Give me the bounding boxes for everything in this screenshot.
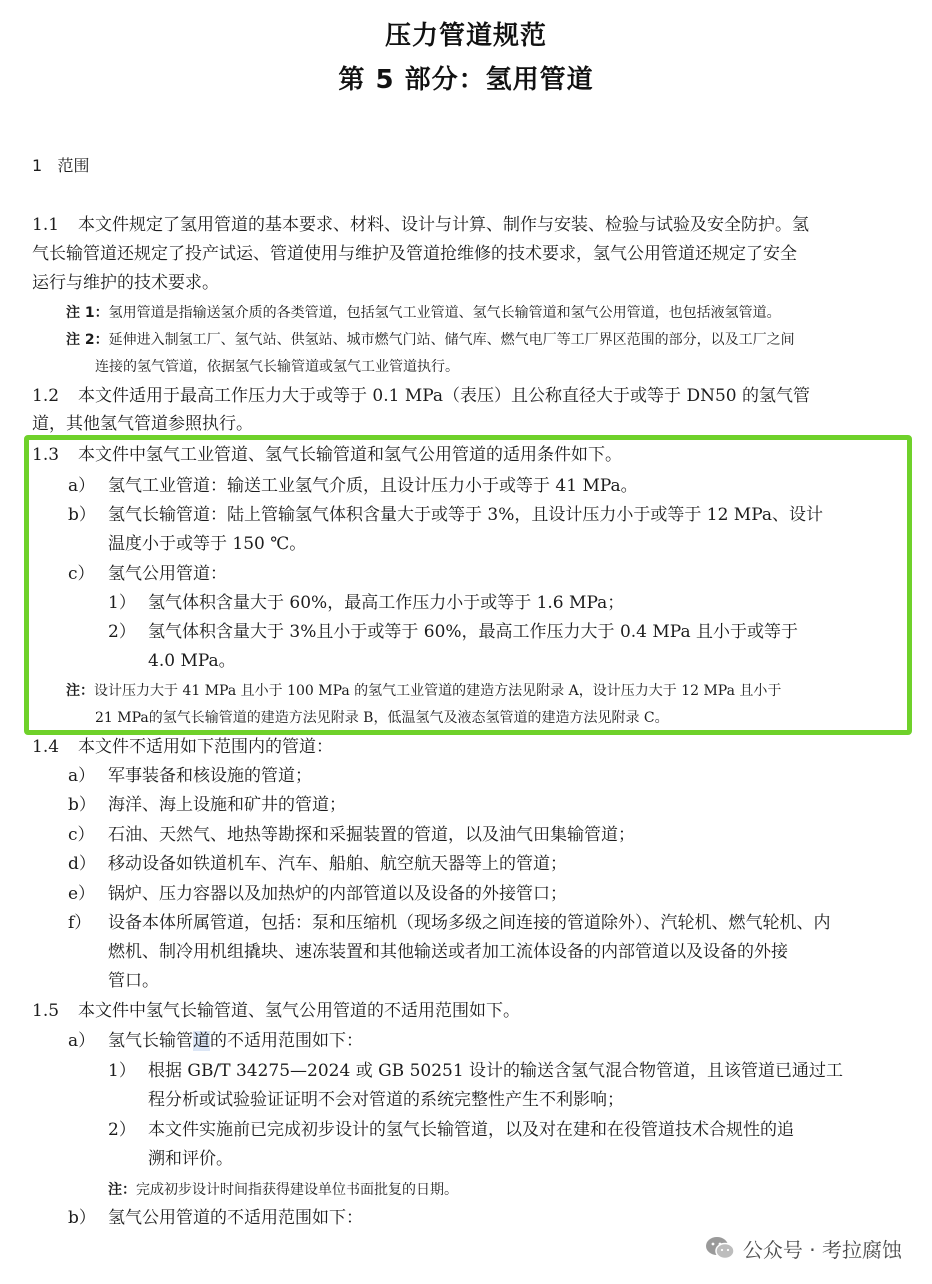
document-title [0,14,932,102]
clause-text: 本文件中氢气长输管道、氢气公用管道的不适用范围如下。 [78,1001,520,1021]
clause-1-4-intro [32,735,333,759]
item-marker: 2） [108,622,136,642]
item-text: 本文件实施前已完成初步设计的氢气长输管道，以及对在建和在役管道技术合规性的追 [148,1120,794,1140]
item-text: 氢气体积含量大于 60%，最高工作压力小于或等于 1.6 MPa； [148,593,625,613]
section-title: 范围 [57,156,90,175]
clause-number: 1.2 [32,386,60,406]
item-marker: b） [68,795,96,815]
item-marker: b） [68,1208,96,1228]
item-text: 氢气公用管道： [108,564,227,584]
clause-number: 1.4 [32,737,60,757]
clause-number: 1.1 [32,215,60,235]
clause-1-3-item-c-2-cont: 4.0 MPa。 [148,651,236,671]
clause-1-4-item-a [68,764,312,788]
clause-1-4-item-d [68,852,567,876]
item-marker: 2） [108,1120,136,1140]
item-text: 氢气长输管 [108,1031,193,1051]
section-number: 1 [32,156,43,175]
watermark-text: 公众号 · 考拉腐蚀 [742,1237,902,1262]
clause-1-5-item-a-1-cont: 程分析或试验验证证明不会对管道的系统完整性产生不利影响； [148,1090,624,1110]
clause-1-3-item-b [68,503,823,527]
item-marker: c） [68,825,95,845]
item-text: 移动设备如铁道机车、汽车、船舶、航空航天器等上的管道； [108,854,567,874]
item-marker: b） [68,505,96,525]
item-text: 的不适用范围如下： [210,1031,363,1051]
item-text: 军事装备和核设施的管道； [108,766,312,786]
clause-1-3-intro [32,443,622,467]
clause-1-1-note-2-cont: 连接的氢气管道，依据氢气长输管道或氢气工业管道执行。 [95,359,459,375]
clause-1-2-line-1 [32,384,810,408]
clause-text: 本文件不适用如下范围内的管道： [78,737,333,757]
note-label: 注 1： [66,305,109,321]
note-label: 注： [108,1182,136,1198]
item-text: 氢气公用管道的不适用范围如下： [108,1208,363,1228]
clause-1-3-item-c-2 [108,620,798,644]
item-marker: 1） [108,593,136,613]
wechat-icon [705,1235,735,1261]
item-text: 氢气工业管道：输送工业氢气介质，且设计压力小于或等于 41 MPa。 [108,476,638,496]
clause-1-3-item-a [68,474,638,498]
clause-1-4-item-c [68,823,635,847]
clause-1-5-item-a-1 [108,1059,843,1083]
item-marker: f） [68,913,92,933]
clause-1-4-item-f-cont-2: 管口。 [108,971,159,991]
clause-1-5-item-a-2 [108,1118,794,1142]
item-text: 海洋、海上设施和矿井的管道； [108,795,346,815]
item-marker: a） [68,1031,96,1051]
note-text: 设计压力大于 41 MPa 且小于 100 MPa 的氢气工业管道的建造方法见附录 A，设计压力大于 12 MPa 且小于 [94,683,782,699]
note-text: 完成初步设计时间指获得建设单位书面批复的日期。 [136,1182,458,1198]
title-line-1: 压力管道规范 [384,21,547,51]
item-text: 设备本体所属管道，包括：泵和压缩机（现场多级之间连接的管道除外）、汽轮机、燃气轮机、内 [108,913,831,933]
text-selection-highlight: 道 [193,1031,210,1051]
clause-text: 本文件中氢气工业管道、氢气长输管道和氢气公用管道的适用条件如下。 [78,445,622,465]
title-line-2: 第 5 部分：氢用管道 [338,65,594,95]
note-text: 氢用管道是指输送氢介质的各类管道，包括氢气工业管道、氢气长输管道和氢气公用管道，也包括液氢管道。 [108,305,781,321]
clause-number: 1.3 [32,445,60,465]
clause-1-5-intro [32,999,520,1023]
watermark [705,1230,902,1266]
clause-1-5-item-a-2-cont: 溯和评价。 [148,1149,233,1169]
clause-1-5-item-b [68,1206,363,1230]
section-heading [32,154,89,178]
clause-1-3-item-b-cont: 温度小于或等于 150 ℃。 [108,534,307,554]
item-marker: e） [68,884,96,904]
clause-1-1-note-2 [66,328,795,352]
clause-1-4-item-b [68,793,346,817]
item-text: 氢气体积含量大于 3%且小于或等于 60%，最高工作压力大于 0.4 MPa 且小于或等于 [148,622,799,642]
clause-1-3-item-c-1 [108,591,624,615]
clause-1-5-item-a [68,1029,363,1053]
clause-1-1-line-2: 气长输管道还规定了投产试运、管道使用与维护及管道抢维修的技术要求，氢气公用管道还规定了安全 [32,244,797,264]
clause-text: 本文件规定了氢用管道的基本要求、材料、设计与计算、制作与安装、检验与试验及安全防护。氢 [78,215,809,235]
item-text: 根据 GB/T 34275—2024 或 GB 50251 设计的输送含氢气混合物管道，且该管道已通过工 [148,1061,844,1081]
item-marker: a） [68,476,96,496]
note-label: 注 2： [66,332,109,348]
clause-1-4-item-f [68,911,831,935]
clause-text: 本文件适用于最高工作压力大于或等于 0.1 MPa（表压）且公称直径大于或等于 DN50 的氢气管 [78,386,811,406]
clause-1-5-note [108,1178,458,1202]
clause-1-3-item-c [68,562,227,586]
clause-1-3-note [66,679,781,703]
clause-1-1-note-1 [66,301,781,325]
note-label: 注： [66,683,94,699]
clause-number: 1.5 [32,1001,60,1021]
item-text: 石油、天然气、地热等勘探和采掘装置的管道，以及油气田集输管道； [108,825,635,845]
clause-1-4-item-e [68,882,567,906]
item-marker: 1） [108,1061,136,1081]
item-marker: c） [68,564,95,584]
clause-1-1-line-3: 运行与维护的技术要求。 [32,273,219,293]
item-marker: a） [68,766,96,786]
clause-1-2-line-2: 道，其他氢气管道参照执行。 [32,414,253,434]
clause-1-4-item-f-cont-1: 燃机、制冷用机组撬块、速冻装置和其他输送或者加工流体设备的内部管道以及设备的外接 [108,942,788,962]
clause-1-3-note-cont: 21 MPa的氢气长输管道的建造方法见附录 B，低温氢气及液态氢管道的建造方法见附录 C。 [95,710,669,726]
clause-1-1-line-1 [32,213,809,237]
item-text: 锅炉、压力容器以及加热炉的内部管道以及设备的外接管口； [108,884,567,904]
item-marker: d） [68,854,96,874]
note-text: 延伸进入制氢工厂、氢气站、供氢站、城市燃气门站、储气库、燃气电厂等工厂界区范围的部分，以及工厂之间 [108,332,795,348]
item-text: 氢气长输管道：陆上管输氢气体积含量大于或等于 3%，且设计压力小于或等于 12 MPa、设计 [108,505,824,525]
